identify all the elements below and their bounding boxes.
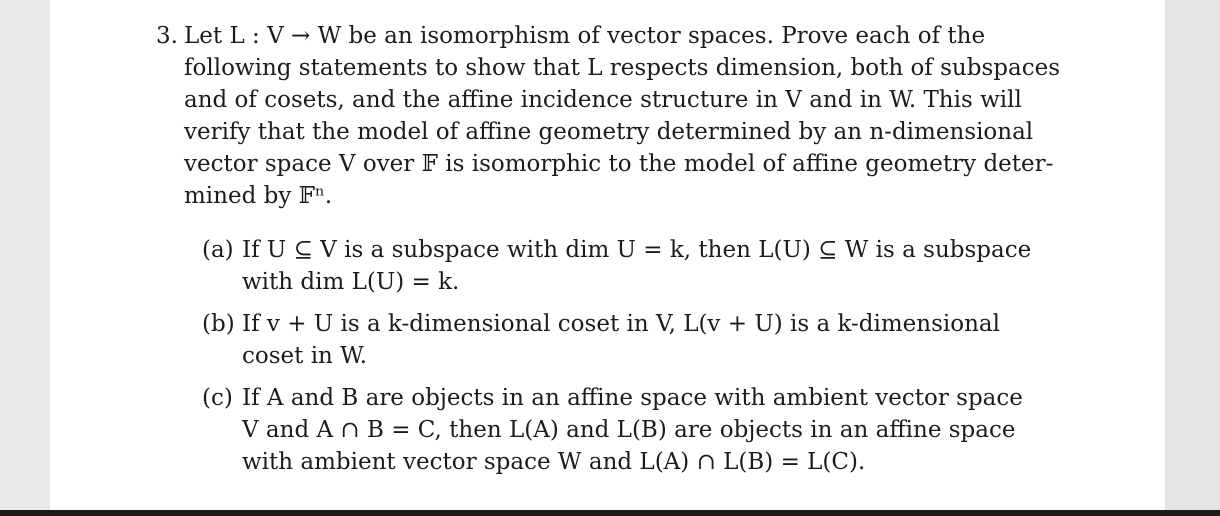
problem-3 [156,20,1060,488]
item-a [202,234,1036,298]
problem-number: 3. [156,23,178,49]
item-label: (b) [202,311,235,337]
statement-line: verify that the model of affine geometry determined by an n-dimensional [184,119,1034,145]
statement-line: vector space V over 𝔽 is isomorphic to the model of affine geometry deter- [184,151,1054,177]
item-text [242,234,1032,298]
statement-line: following statements to show that L respects dimension, both of subspaces [184,55,1060,81]
problem-statement [184,20,1060,212]
page-gutter [1165,0,1220,510]
item-line: with ambient vector space W and L(A) ∩ L(B) = L(C). [242,449,866,475]
item-line: V and A ∩ B = C, then L(A) and L(B) are objects in an affine space [242,417,1016,443]
item-line: coset in W. [242,343,368,369]
statement-line: and of cosets, and the affine incidence structure in V and in W. This will [184,87,1022,113]
statement-line: mined by 𝔽ⁿ. [184,183,333,209]
item-label: (c) [202,385,233,411]
item-text [242,382,1024,478]
bottom-bar [0,510,1220,516]
item-b [202,308,1036,372]
item-c [202,382,1036,478]
item-line: with dim L(U) = k. [242,269,460,295]
item-text [242,308,1024,372]
item-line: If A and B are objects in an affine space with ambient vector space [242,385,1023,411]
item-line: If U ⊆ V is a subspace with dim U = k, then L(U) ⊆ W is a subspace [242,237,1032,263]
problem-items [156,234,1036,478]
item-line: If v + U is a k-dimensional coset in V, L(v + U) is a k-dimensional [242,311,1000,337]
statement-line: Let L : V → W be an isomorphism of vector spaces. Prove each of the [184,23,986,49]
item-label: (a) [202,237,234,263]
